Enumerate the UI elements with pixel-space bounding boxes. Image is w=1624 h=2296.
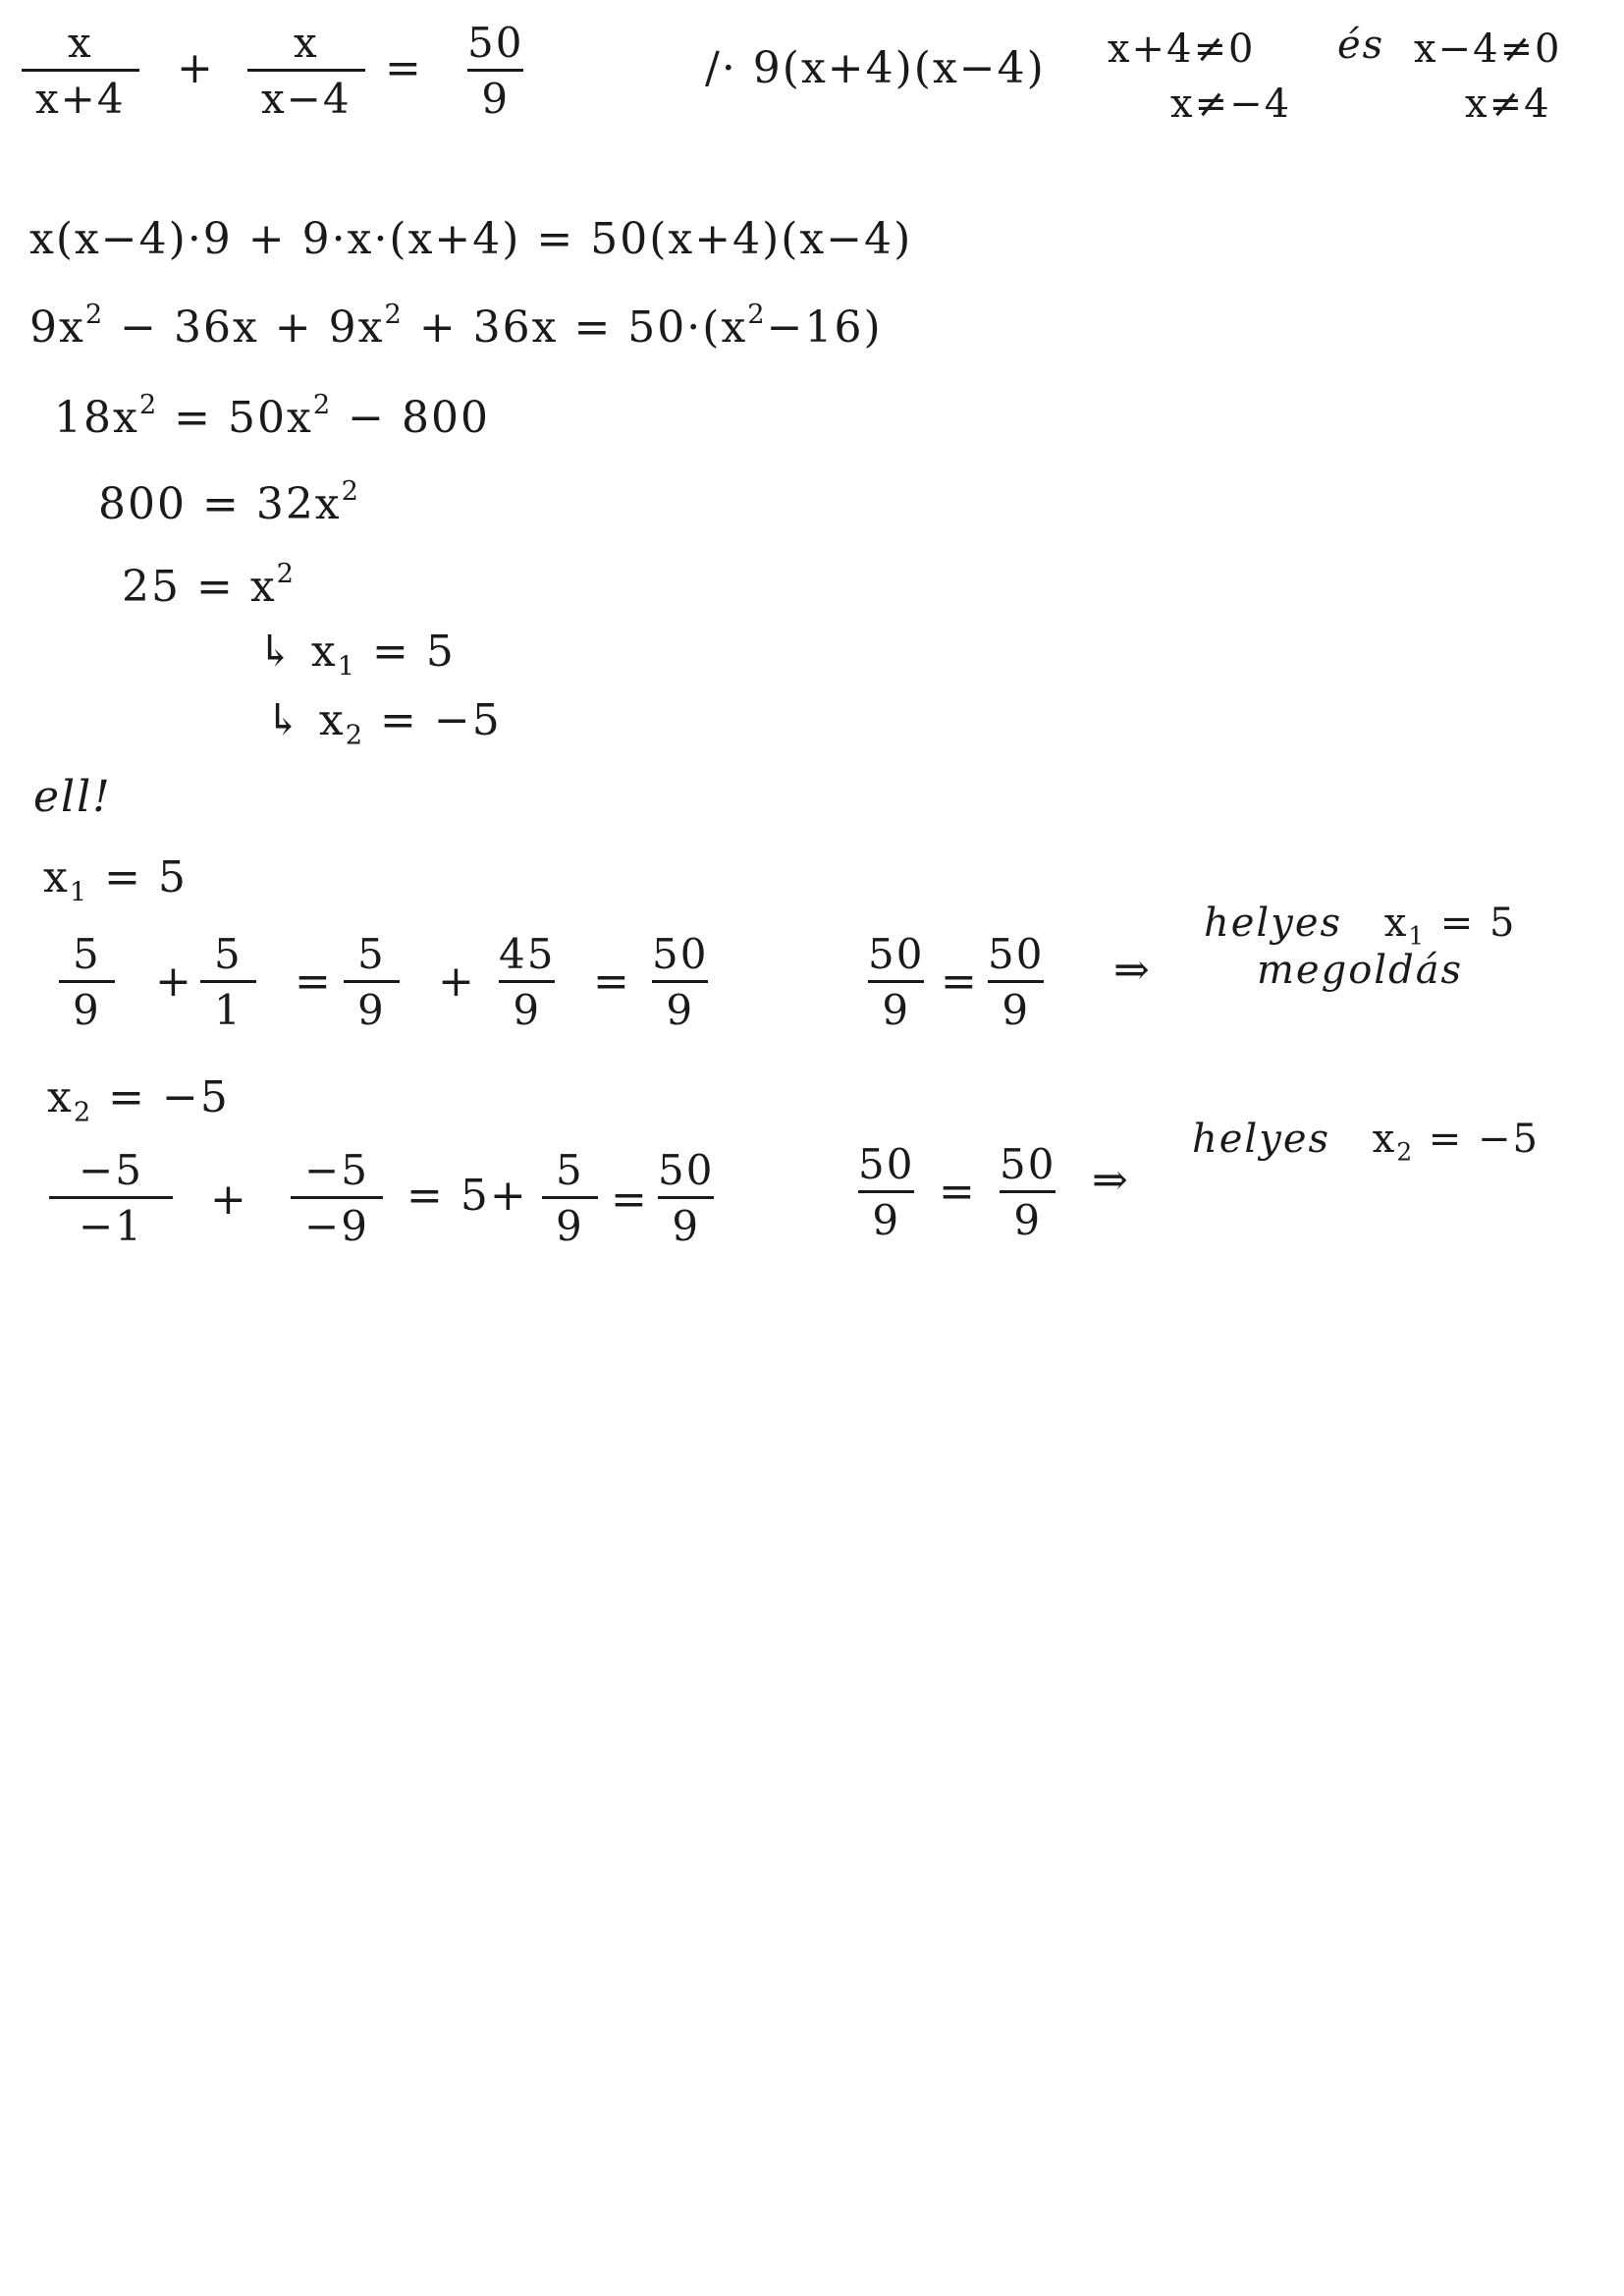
check-x1-heading [43, 852, 189, 908]
valid-2-word: helyes [1192, 1117, 1331, 1162]
x1-eq-3: = [941, 957, 977, 1007]
valid-2-var: x [1372, 1117, 1397, 1162]
x2-fraction-4 [644, 1146, 728, 1251]
root-1 [257, 627, 456, 683]
valid-2-sub: 2 [1396, 1137, 1415, 1167]
step-3 [54, 389, 491, 443]
x2-f3-den: 9 [542, 1196, 598, 1248]
step-4 [98, 475, 360, 529]
step-2-part-a: 9x [29, 302, 85, 353]
term1-numerator: x [67, 19, 93, 67]
x1-f3-num: 5 [357, 930, 386, 978]
x1-f7-den: 9 [988, 980, 1044, 1032]
x2-eq-1: = [611, 1175, 647, 1225]
x2-f4-den: 9 [658, 1196, 714, 1248]
valid-1-var: x [1383, 901, 1409, 946]
x1-fraction-4 [485, 930, 568, 1035]
x2-f5-den: 9 [858, 1190, 914, 1242]
valid-1-solution-word: megoldás [1257, 948, 1464, 993]
step-4-part-a: 800 = 32x [98, 479, 342, 529]
rhs-denominator: 9 [467, 69, 523, 121]
condition-connector: és [1337, 23, 1385, 68]
x1-f1-num: 5 [73, 930, 101, 978]
x1-fraction-6 [854, 930, 938, 1035]
check-x1-var: x [43, 852, 70, 902]
step-3-part-e: − 800 [332, 393, 491, 443]
root-2-sub: 2 [345, 720, 365, 751]
valid-2-note [1192, 1117, 1541, 1167]
x2-fraction-5 [844, 1140, 928, 1245]
check-x2-heading [47, 1072, 230, 1128]
root-1-sub: 1 [337, 651, 357, 683]
root-1-arrow: ↳ [257, 627, 296, 677]
check-label: ell! [33, 772, 112, 822]
x1-fraction-3 [344, 930, 400, 1035]
root-2-arrow: ↳ [265, 695, 303, 745]
step-4-exp: 2 [341, 475, 360, 507]
equals-sign: = [385, 43, 421, 93]
x1-fraction-1 [59, 930, 115, 1035]
x1-f4-den: 9 [499, 980, 555, 1032]
term2-fraction [247, 19, 365, 124]
x2-f2-num: −5 [304, 1146, 369, 1194]
step-3-exp-2: 2 [312, 389, 333, 420]
step-2-exp-1: 2 [84, 299, 105, 330]
step-2 [29, 299, 883, 353]
condition-2-result: x≠4 [1465, 82, 1551, 127]
x2-f5-num: 50 [858, 1140, 915, 1188]
x2-f3-num: 5 [556, 1146, 584, 1194]
x1-fraction-2 [200, 930, 256, 1035]
root-1-value: = 5 [356, 627, 456, 677]
x1-eq-2: = [593, 957, 629, 1007]
x2-middle: = 5+ [406, 1171, 528, 1221]
step-5-exp: 2 [276, 558, 297, 589]
valid-2-value: = −5 [1414, 1117, 1541, 1162]
check-x1-sub: 1 [69, 877, 89, 908]
valid-1-word: helyes [1204, 901, 1343, 946]
x1-f6-num: 50 [868, 930, 925, 978]
check-x2-value: = −5 [92, 1072, 230, 1122]
x2-fraction-2 [291, 1146, 383, 1251]
multiplier-note: /· 9(x+4)(x−4) [705, 43, 1046, 93]
x2-f6-num: 50 [1000, 1140, 1056, 1188]
rhs-numerator: 50 [467, 19, 524, 67]
x1-implies-arrow: ⇒ [1113, 945, 1150, 995]
step-1: x(x−4)·9 + 9·x·(x+4) = 50(x+4)(x−4) [29, 214, 913, 264]
x1-f6-den: 9 [868, 980, 924, 1032]
x1-f5-den: 9 [652, 980, 708, 1032]
x1-plus-1: + [155, 957, 191, 1007]
step-2-part-c: − 36x + 9x [104, 302, 385, 353]
step-5 [122, 558, 297, 612]
step-3-exp-1: 2 [138, 389, 159, 420]
valid-1-note [1204, 901, 1517, 951]
root-2 [265, 695, 502, 751]
check-x2-var: x [47, 1072, 74, 1122]
x1-f1-den: 9 [59, 980, 115, 1032]
root-2-value: = −5 [364, 695, 502, 745]
x1-f4-num: 45 [499, 930, 556, 978]
root-1-var: x [310, 627, 338, 677]
step-2-exp-2: 2 [384, 299, 404, 330]
term1-denominator: x+4 [22, 69, 139, 121]
term2-numerator: x [293, 19, 319, 67]
x1-f5-num: 50 [652, 930, 709, 978]
step-3-part-c: = 50x [158, 393, 313, 443]
term2-denominator: x−4 [247, 69, 365, 121]
x1-fraction-7 [974, 930, 1057, 1035]
plus-sign: + [177, 43, 213, 93]
x2-f1-num: −5 [79, 1146, 143, 1194]
x2-implies-arrow: ⇒ [1092, 1155, 1128, 1205]
x2-f4-num: 50 [658, 1146, 715, 1194]
x2-eq-2: = [939, 1167, 975, 1217]
check-x2-sub: 2 [73, 1097, 93, 1128]
term1-fraction [22, 19, 139, 124]
x1-f3-den: 9 [344, 980, 400, 1032]
valid-1-sub: 1 [1408, 921, 1427, 951]
step-3-part-a: 18x [54, 393, 139, 443]
x1-fraction-5 [638, 930, 722, 1035]
x1-f2-den: 1 [200, 980, 256, 1032]
x2-fraction-6 [986, 1140, 1069, 1245]
root-2-var: x [318, 695, 346, 745]
condition-1: x+4≠0 [1108, 27, 1256, 72]
step-5-part-a: 25 = x [122, 562, 277, 612]
x1-f7-num: 50 [988, 930, 1045, 978]
x2-f2-den: −9 [291, 1196, 383, 1248]
x2-f6-den: 9 [1000, 1190, 1056, 1242]
x1-f2-num: 5 [214, 930, 243, 978]
x1-eq-1: = [295, 957, 331, 1007]
check-x1-value: = 5 [88, 852, 189, 902]
x1-plus-2: + [438, 957, 474, 1007]
rhs-fraction [454, 19, 537, 124]
step-2-exp-3: 2 [747, 299, 767, 330]
condition-1-result: x≠−4 [1170, 82, 1292, 127]
x2-fraction-1 [49, 1146, 173, 1251]
x2-fraction-3 [542, 1146, 598, 1251]
x2-plus: + [210, 1175, 246, 1225]
step-2-part-e: + 36x = 50·(x [403, 302, 748, 353]
condition-2: x−4≠0 [1414, 27, 1562, 72]
step-2-part-g: −16) [766, 302, 883, 353]
x2-f1-den: −1 [49, 1196, 173, 1248]
valid-1-value: = 5 [1426, 901, 1517, 946]
